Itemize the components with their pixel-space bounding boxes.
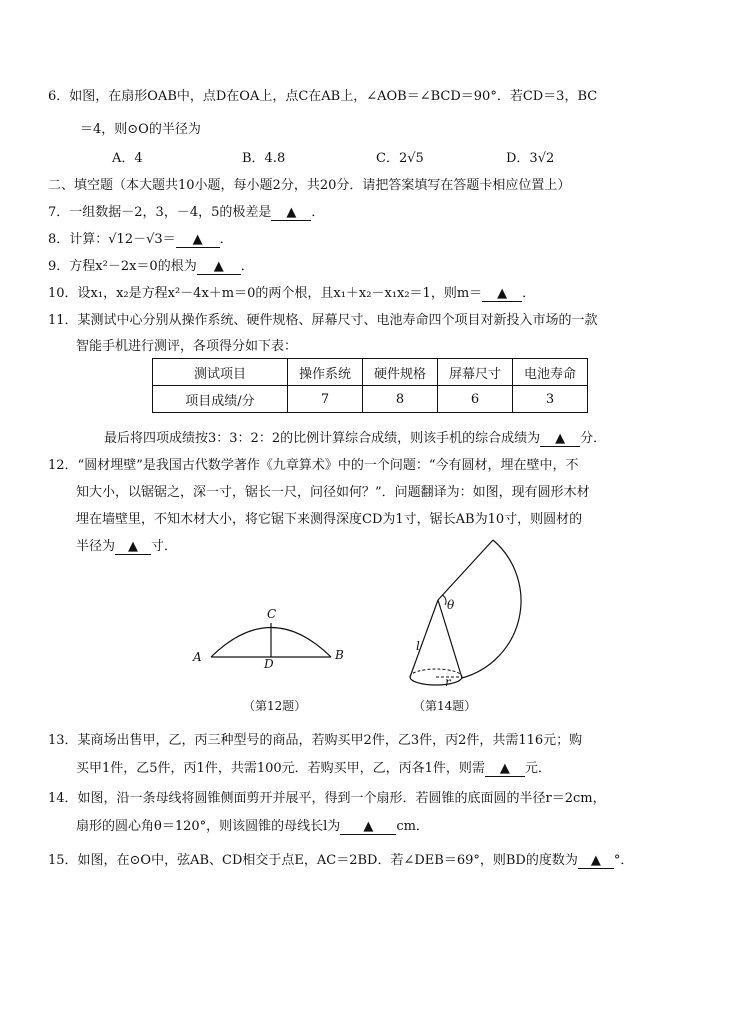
q15 (48, 852, 633, 870)
label-b: B (335, 648, 344, 662)
q14-line2-text: 扇形的圆心角θ＝120°，则该圆锥的母线长l为 (76, 819, 341, 834)
q12-line3: 埋在墙壁里，不知木材大小，将它锯下来测得深度CD为1寸，锯长AB为10寸，则圆材的 (76, 512, 583, 527)
figure-14-diagram (400, 535, 570, 695)
figure-14-caption: （第14题） (413, 699, 477, 713)
table-header-cell: 电池寿命 (513, 359, 588, 386)
q10-end: ． (522, 286, 536, 301)
label-l: l (416, 639, 420, 653)
q11-blank: ▲ (540, 432, 580, 447)
q12-end: 寸． (151, 539, 178, 554)
q13-blank: ▲ (485, 762, 525, 777)
q13-end: 元． (524, 761, 551, 776)
q9-text: 9．方程x²－2x＝0的根为 (48, 259, 197, 274)
q15-text: 15．如图，在⊙O中，弦AB、CD相交于点E，AC＝2BD．若∠DEB＝69°，则BD的度数为 (48, 853, 578, 868)
table-header-cell: 硬件规格 (363, 359, 438, 386)
q6-line2: ＝4，则⊙O的半径为 (80, 122, 201, 137)
sector-arc (462, 540, 521, 678)
cone-slant-left (410, 600, 438, 677)
q13-line1: 13．某商场出售甲，乙，丙三种型号的商品，若购买甲2件，乙3件，丙2件，共需116元；购 (48, 733, 583, 748)
q14-line2 (76, 818, 429, 836)
label-theta: θ (447, 598, 455, 612)
q12-line4-text: 半径为 (76, 539, 116, 554)
label-a: A (193, 650, 202, 664)
table-row (153, 386, 588, 413)
q14-line1: 14．如图，沿一条母线将圆锥侧面剪开并展平，得到一个扇形．若圆锥的底面圆的半径r＝2cm， (48, 791, 606, 806)
q6-option-c: C．2√5 (376, 151, 424, 166)
table-header-cell: 操作系统 (288, 359, 363, 386)
q7-end: ． (311, 205, 325, 220)
q8-blank: ▲ (176, 233, 220, 248)
q13-line2 (76, 760, 551, 778)
q8 (48, 231, 233, 249)
q6-line1: 6．如图，在扇形OAB中，点D在OA上，点C在AB上，∠AOB＝∠BCD＝90°．若CD＝3，BC (48, 89, 598, 104)
q6-option-a: A．4 (112, 151, 143, 166)
q6-option-d: D．3√2 (506, 151, 555, 166)
q11-score-table (152, 358, 588, 413)
q11-end: 分． (580, 431, 607, 446)
q11-line1: 11．某测试中心分别从操作系统、硬件规格、屏幕尺寸、电池寿命四个项目对新投入市场的一款 (48, 313, 598, 328)
q15-blank: ▲ (578, 854, 614, 869)
q7 (48, 204, 324, 222)
q9-blank: ▲ (197, 260, 241, 275)
q10-blank: ▲ (482, 287, 522, 302)
q8-end: ． (219, 232, 233, 247)
q12-line1: 12．“圆材埋壁”是我国古代数学著作《九章算术》中的一个问题：“今有圆材，埋在壁中，不 (48, 458, 579, 473)
q11-conclusion-text: 最后将四项成绩按3：3：2：2的比例计算综合成绩，则该手机的综合成绩为 (104, 431, 541, 446)
q8-text: 8．计算：√12－√3＝ (48, 232, 176, 247)
figure-12-caption: （第12题） (243, 699, 307, 713)
q6-option-b: B．4.8 (242, 151, 286, 166)
cone-base-front (410, 677, 462, 685)
figure-12-diagram (180, 600, 360, 680)
q15-end: °． (613, 853, 634, 868)
angle-theta-arc (442, 595, 446, 605)
cone-base-back (410, 669, 462, 677)
q12-line2: 知大小，以锯锯之，深一寸，锯长一尺，问径如何？”．问题翻译为：如图，现有圆形木材 (76, 485, 590, 500)
table-cell: 8 (363, 386, 438, 413)
q13-line2-text: 买甲1件，乙5件，丙1件，共需100元．若购买甲，乙，丙各1件，则需 (76, 761, 485, 776)
q12-blank: ▲ (115, 540, 151, 555)
sector-radius-upper (438, 540, 493, 600)
q9 (48, 258, 254, 276)
label-r: r (445, 675, 451, 689)
table-header-cell: 屏幕尺寸 (438, 359, 513, 386)
label-c: C (267, 607, 277, 621)
q11-conclusion (104, 430, 606, 448)
q7-text: 7．一组数据－2，3，－4，5的极差是 (48, 205, 272, 220)
q14-blank: ▲ (340, 820, 396, 835)
q6-options (112, 150, 554, 168)
q10-text: 10．设x₁，x₂是方程x²－4x＋m＝0的两个根，且x₁＋x₂－x₁x₂＝1，则m＝ (48, 286, 483, 301)
q10 (48, 285, 535, 303)
table-header-cell: 测试项目 (153, 359, 288, 386)
q9-end: ． (240, 259, 254, 274)
q14-end: cm． (396, 819, 429, 834)
q11-line2: 智能手机进行测评，各项得分如下表： (76, 339, 298, 354)
q12-line4 (76, 538, 177, 556)
table-header-row (153, 359, 588, 386)
label-d: D (264, 657, 274, 671)
table-cell: 6 (438, 386, 513, 413)
section2-heading: 二、填空题（本大题共10小题，每小题2分，共20分．请把答案填写在答题卡相应位置上） (48, 178, 571, 193)
table-cell: 3 (513, 386, 588, 413)
table-cell: 项目成绩/分 (153, 386, 288, 413)
table-cell: 7 (288, 386, 363, 413)
q7-blank: ▲ (271, 206, 311, 221)
